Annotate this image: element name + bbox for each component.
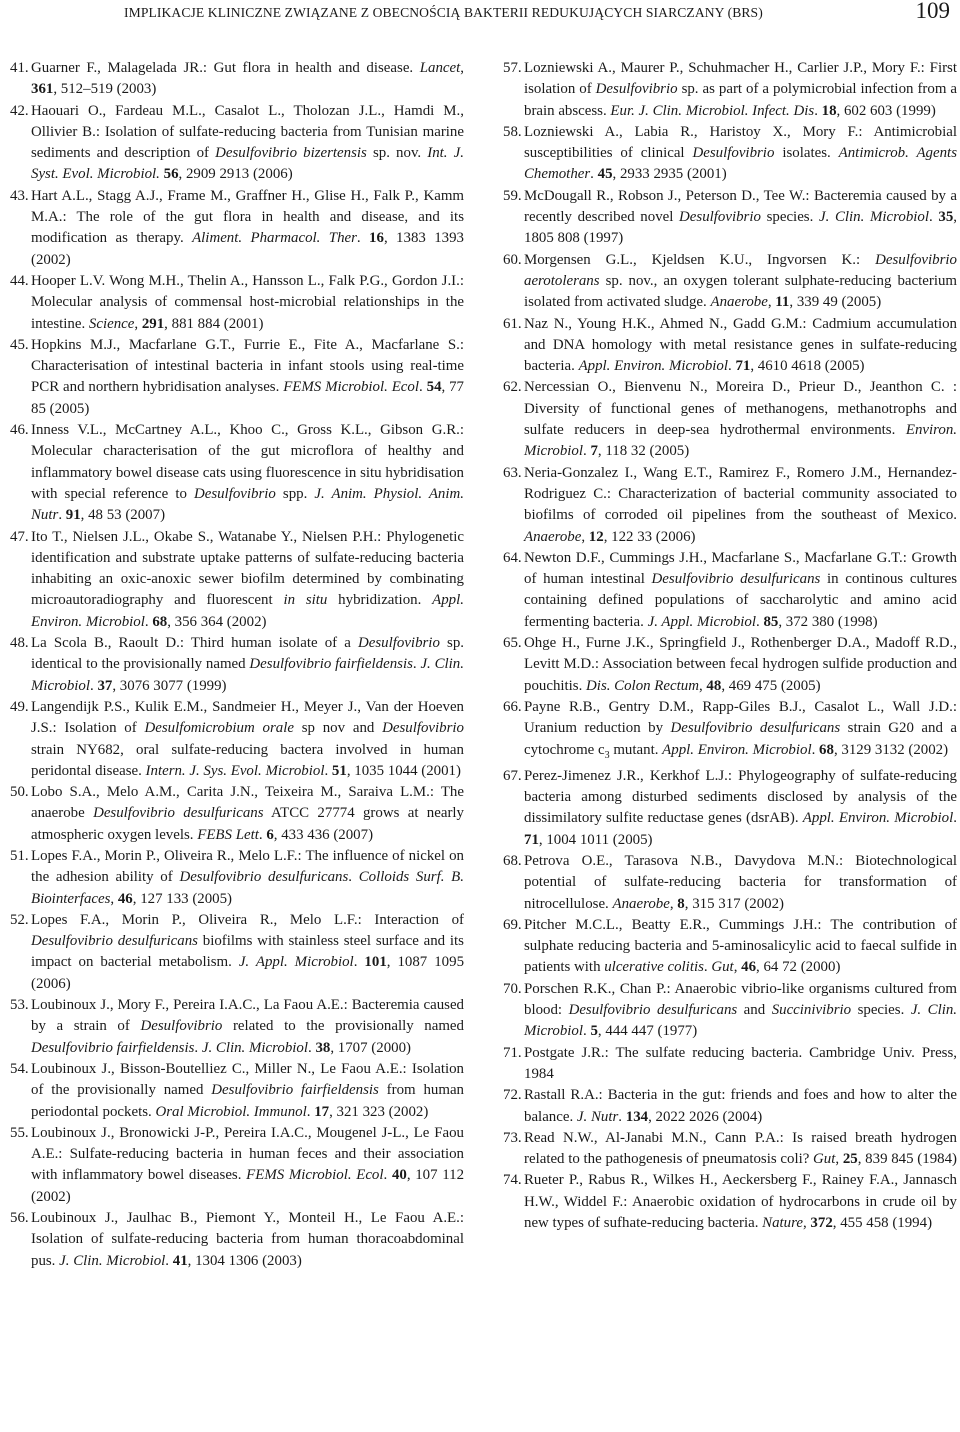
reference-text: FEBS Lett bbox=[197, 826, 259, 843]
reference-text: 17 bbox=[314, 1103, 330, 1120]
reference-item bbox=[10, 995, 464, 1059]
reference-text: , 433 436 (2007) bbox=[273, 826, 374, 843]
reference-text: , 444 447 (1977) bbox=[597, 1023, 698, 1040]
reference-text: Loubinoux J., Mory F., Pereira I.A.C., La Faou A.E.: Bacteremia caused by a strain of bbox=[31, 997, 464, 1035]
reference-text: , 48 53 (2007) bbox=[80, 507, 166, 524]
reference-number: 42. bbox=[10, 102, 29, 119]
reference-text: Lobo S.A., Melo A.M., Carita J.N., Teixeira M., Saraiva L.M.: The anaerobe bbox=[31, 784, 464, 822]
reference-item bbox=[503, 1043, 957, 1086]
reference-text: Science bbox=[88, 315, 135, 332]
reference-text: Neria-Gonzalez I., Wang E.T., Ramirez F., Romero J.M., Hernandez-Rodriguez C.: Characterization of bacterial community associated to biofilms of corroded oil pipelines from the southeast of Mexico. bbox=[524, 464, 957, 524]
reference-text: . bbox=[583, 1023, 591, 1040]
reference-item bbox=[503, 1170, 957, 1234]
reference-text: Succinivibrio bbox=[771, 1002, 852, 1019]
reference-text: Intern. J. Sys. Evol. Microbiol bbox=[145, 762, 325, 779]
reference-text: Perez-Jimenez J.R., Kerkhof L.J.: Phylogeography of sulfate-reducing bacteria among disturbed sediments disclosed by analysis of the dissimilatory sulfite reductase genes (dsrAB). bbox=[524, 767, 957, 827]
reference-item bbox=[503, 463, 957, 548]
reference-number: 69. bbox=[503, 916, 522, 933]
reference-text: , 512–519 (2003) bbox=[53, 81, 157, 98]
page-header bbox=[0, 0, 960, 40]
reference-number: 41. bbox=[10, 60, 29, 76]
reference-text: 291 bbox=[141, 315, 165, 332]
reference-text: , 1304 1306 (2003) bbox=[187, 1252, 302, 1269]
reference-text: Desulfovibrio fairfieldensis bbox=[211, 1082, 379, 1099]
reference-text: . bbox=[383, 1167, 392, 1184]
reference-text: and bbox=[737, 1002, 772, 1019]
reference-text: , 2022 2026 (2004) bbox=[648, 1108, 763, 1125]
reference-text: Environ. Microbiol bbox=[524, 422, 957, 460]
reference-number: 74. bbox=[503, 1172, 522, 1189]
reference-item bbox=[503, 1085, 957, 1128]
reference-text: . bbox=[353, 954, 365, 971]
reference-number: 64. bbox=[503, 549, 522, 566]
reference-text: . bbox=[165, 1252, 173, 1269]
reference-text: Lopes F.A., Morin P., Oliveira R., Melo L.F.: The influence of nickel on the adhesion ability of bbox=[31, 847, 464, 886]
reference-number: 52. bbox=[10, 911, 29, 928]
reference-text: hybridization. bbox=[327, 592, 433, 609]
reference-text: . bbox=[356, 230, 370, 247]
reference-text: , 107 112 (2002) bbox=[31, 1167, 465, 1205]
reference-text: , bbox=[581, 528, 589, 545]
reference-text: Anaerobe bbox=[710, 294, 768, 311]
reference-text: Desulfovibrio desulfuricans bbox=[568, 1002, 738, 1019]
reference-text: Petrova O.E., Tarasova N.B., Davydova M.N.: Biotechnological potential of sulfate-reducing bacteria for transformation of nitrocellulose. bbox=[524, 852, 957, 912]
reference-text: Morgensen G.L., Kjeldsen K.U., Ingvorsen K.: bbox=[524, 251, 876, 268]
reference-item bbox=[503, 186, 957, 250]
reference-text: Hart A.L., Stagg A.J., Frame M., Graffner H., Glise H., Falk P., Kamm M.A.: The role of the gut flora in health and disease, and its modification as therapy. bbox=[31, 187, 464, 247]
reference-text: J. Nutr bbox=[576, 1108, 619, 1125]
reference-text: 54 bbox=[426, 379, 442, 396]
reference-text: , 1035 1044 (2001) bbox=[346, 762, 461, 779]
reference-item bbox=[503, 851, 957, 915]
reference-text: , bbox=[460, 60, 464, 76]
reference-text: 37 bbox=[97, 677, 113, 694]
reference-text: Colloids Surf. B. Biointerfaces bbox=[31, 869, 464, 907]
reference-text: 38 bbox=[315, 1039, 331, 1056]
reference-number: 70. bbox=[503, 980, 522, 997]
reference-text: Desulfomicrobium orale bbox=[144, 720, 294, 737]
reference-item bbox=[10, 335, 464, 420]
reference-text: 6 bbox=[266, 826, 274, 843]
reference-text: Naz N., Young H.K., Ahmed N., Gadd G.M.: Cadmium accumulation and DNA homology with metal resistance genes in sulfate-reducing bacteria. bbox=[524, 315, 957, 375]
reference-text: sp. nov. bbox=[366, 145, 428, 162]
reference-number: 49. bbox=[10, 698, 29, 715]
reference-text: J. Clin. Microbiol bbox=[59, 1252, 166, 1269]
reference-number: 66. bbox=[503, 698, 522, 715]
reference-number: 61. bbox=[503, 315, 522, 332]
reference-text: Int. J. Syst. Evol. Microbiol. bbox=[31, 145, 464, 183]
reference-text: , bbox=[698, 677, 707, 694]
reference-text: 12 bbox=[588, 528, 604, 545]
reference-text: 134 bbox=[625, 1108, 649, 1125]
reference-text: strain NY682, oral sulfate-reducing bactera involved in human peridontal disease. bbox=[31, 741, 464, 779]
reference-item bbox=[10, 1059, 464, 1123]
reference-number: 43. bbox=[10, 187, 29, 204]
reference-text: 48 bbox=[706, 677, 722, 694]
reference-item bbox=[10, 58, 464, 101]
reference-item bbox=[503, 250, 957, 314]
reference-text: , 339 49 (2005) bbox=[789, 294, 882, 311]
reference-text: , 1087 1095 (2006) bbox=[31, 954, 465, 992]
reference-item bbox=[503, 697, 957, 766]
reference-text: 71 bbox=[735, 358, 751, 375]
reference-text: Lancet bbox=[419, 60, 461, 76]
reference-text: 41 bbox=[172, 1252, 188, 1269]
reference-number: 67. bbox=[503, 767, 522, 784]
reference-text: Ito T., Nielsen J.L., Okabe S., Watanabe Y., Nielsen P.H.: Phylogenetic identification and substrate uptake patterns of sulfate-reducing bacteria inhabiting an oxic-anoxic sewer biofilm determined by combinating microautoradiography and fluorescent bbox=[31, 528, 464, 609]
reference-text: Appl. Environ. Microbiol bbox=[578, 358, 728, 375]
reference-text: . bbox=[144, 613, 153, 630]
reference-text: Aliment. Pharmacol. Ther bbox=[192, 230, 357, 247]
reference-text: 45 bbox=[597, 166, 613, 183]
reference-text: Loubinoux J., Jaulhac B., Piemont Y., Monteil H., Le Faou A.E.: Isolation of sulfate-reducing bacteria from human thoracoabdominal pus. bbox=[31, 1210, 464, 1269]
reference-text: Lozniewski A., Labia R., Haristoy X., Mory F.: Antimicrobial susceptibilities of clinical bbox=[524, 123, 957, 162]
reference-text: 35 bbox=[938, 209, 954, 226]
reference-text: . bbox=[58, 507, 66, 524]
reference-number: 65. bbox=[503, 635, 522, 652]
reference-text: . bbox=[308, 1039, 316, 1056]
reference-text: Desulfovibrio bbox=[679, 209, 761, 226]
reference-text: Porschen R.K., Chan P.: Anaerobic vibrio-like organisms cultured from blood: bbox=[524, 980, 957, 1019]
reference-number: 53. bbox=[10, 997, 29, 1014]
reference-text: , 77 85 (2005) bbox=[31, 379, 465, 417]
reference-text: Appl. Environ. Microbiol bbox=[802, 810, 954, 827]
reference-text: , bbox=[767, 294, 776, 311]
reference-text: Loubinoux J., Bronowicki J-P., Pereira I.A.C., Mougenel J-L., Le Faou A.E.: Sulfate-reducing bacteria in human feces and their association with inflammatory bowel diseases. bbox=[31, 1124, 464, 1184]
reference-text: . bbox=[348, 869, 359, 886]
reference-text: . bbox=[929, 209, 939, 226]
reference-text: Langendijk P.S., Kulik E.M., Sandmeier H., Meyer J., Van der Hoeven J.S.: Isolation of bbox=[31, 698, 464, 737]
reference-item bbox=[10, 846, 464, 910]
reference-text: , 372 380 (1998) bbox=[778, 613, 878, 630]
reference-number: 57. bbox=[503, 60, 522, 76]
reference-text: 18 bbox=[821, 102, 837, 119]
reference-item bbox=[503, 548, 957, 633]
reference-number: 44. bbox=[10, 272, 29, 289]
reference-text: , 1383 1393 (2002) bbox=[31, 230, 464, 268]
reference-text: Oral Microbiol. Immunol bbox=[155, 1103, 307, 1120]
reference-text: Haouari O., Fardeau M.L., Casalot L., Tholozan J.L., Hamdi M., Ollivier B.: Isolation of sulfate-reducing bacteria from Tunisian marine sediments and description of bbox=[31, 102, 464, 162]
reference-text: Lozniewski A., Maurer P., Schuhmacher H., Carlier J.P., Mory F.: First isolation of bbox=[524, 60, 957, 98]
reference-text: species. bbox=[851, 1002, 911, 1019]
reference-text: Appl. Environ. Microbiol bbox=[31, 592, 464, 630]
reference-text: Desulfovibrio bbox=[692, 145, 775, 162]
reference-text: Read N.W., Al-Janabi M.N., Cann P.A.: Is raised breath hydrogen related to the pathogenesis of pneumatosis coli? bbox=[524, 1129, 957, 1168]
reference-number: 45. bbox=[10, 336, 29, 353]
reference-text: mutant. bbox=[609, 741, 663, 758]
reference-text: . bbox=[728, 358, 736, 375]
reference-item bbox=[10, 633, 464, 697]
reference-text: . bbox=[590, 166, 598, 183]
reference-text: sp. identical to the provisionally named bbox=[31, 635, 464, 673]
reference-text: 91 bbox=[65, 507, 81, 524]
reference-text: Hooper L.V. Wong M.H., Thelin A., Hansson L., Falk P.G., Gordon J.I.: Molecular analysis of commensal host-microbial relationships in the intestine. bbox=[31, 272, 464, 332]
reference-text: 56 bbox=[163, 166, 179, 183]
reference-text: Payne R.B., Gentry D.M., Rapp-Giles B.J., Casalot L., Wall J.D.: Uranium reduction by bbox=[524, 698, 957, 737]
reference-text: Nercessian O., Bienvenu N., Moreira D., Prieur D., Jeanthon C. : Diversity of functional genes of methanogens, methanotrophs and sulfate reducers in deep-sea hydrothermal environments. bbox=[524, 379, 957, 439]
reference-text: 372 bbox=[810, 1215, 833, 1231]
reference-item bbox=[10, 782, 464, 846]
reference-text: . bbox=[953, 810, 957, 827]
reference-text: Desulfovibrio bbox=[595, 81, 678, 98]
reference-text: 11 bbox=[775, 294, 790, 311]
reference-text: Desulfovibrio aerotolerans bbox=[524, 251, 957, 289]
reference-number: 73. bbox=[503, 1129, 522, 1146]
reference-text: Ohge H., Furne J.K., Springfield J., Rothenberger D.A., Madoff R.D., Levitt M.D.: Association between fecal hydrogen sulfide production and pouchitis. bbox=[524, 635, 957, 694]
reference-text: McDougall R., Robson J., Peterson D., Tee W.: Bacteremia caused by a recently described novel bbox=[524, 187, 957, 226]
reference-text: . bbox=[324, 762, 332, 779]
reference-text: , 356 364 (2002) bbox=[167, 613, 267, 630]
reference-item bbox=[10, 271, 464, 335]
reference-text: 46 bbox=[117, 890, 133, 907]
reference-number: 63. bbox=[503, 464, 522, 481]
reference-text: Loubinoux J., Bisson-Boutelliez C., Miller N., Le Faou A.E.: Isolation of the provisionally named bbox=[31, 1060, 464, 1099]
reference-text: 361 bbox=[31, 81, 54, 98]
reference-text: , 469 475 (2005) bbox=[721, 677, 821, 694]
reference-text: . bbox=[755, 613, 764, 630]
reference-text: Desulfovibrio bbox=[358, 635, 440, 652]
reference-text: species. bbox=[760, 209, 819, 226]
reference-text: Desulfovibrio desulfuricans bbox=[31, 933, 198, 950]
reference-text: . bbox=[419, 379, 427, 396]
reference-text: Lopes F.A., Morin P., Oliveira R., Melo L.F.: Interaction of bbox=[31, 911, 464, 928]
reference-text: . bbox=[258, 826, 267, 843]
reference-text: Nature bbox=[762, 1215, 803, 1231]
reference-text: . bbox=[811, 741, 820, 758]
reference-text: , 122 33 (2006) bbox=[603, 528, 696, 545]
reference-number: 54. bbox=[10, 1060, 29, 1077]
reference-number: 50. bbox=[10, 784, 29, 801]
reference-text: biofilms with stainless steel surface and its impact on bacterial metabolism. bbox=[31, 933, 464, 971]
reference-text: , 64 72 (2000) bbox=[756, 959, 841, 976]
reference-text: Newton D.F., Cummings J.H., Macfarlane S., Macfarlane G.T.: Growth of human intestinal bbox=[524, 549, 957, 588]
reference-text: Pitcher M.C.L., Beatty E.R., Cummings J.H.: The contribution of sulphate reducing bacteria and 5-aminosalicylic acid to faecal sulfide in patients with bbox=[524, 916, 957, 976]
reference-text: Desulfovibrio fairfieldensis bbox=[249, 656, 413, 673]
reference-text: 5 bbox=[590, 1023, 598, 1040]
reference-text: J. Clin. Microbiol bbox=[818, 209, 929, 226]
reference-text: , 4610 4618 (2005) bbox=[750, 358, 865, 375]
reference-number: 71. bbox=[503, 1044, 522, 1061]
reference-number: 56. bbox=[10, 1210, 29, 1227]
reference-text: , 3076 3077 (1999) bbox=[112, 677, 227, 694]
reference-text: , 127 133 (2005) bbox=[132, 890, 233, 907]
reference-text: . bbox=[583, 443, 591, 460]
reference-text: . bbox=[194, 1039, 202, 1056]
reference-number: 62. bbox=[503, 379, 522, 396]
reference-item bbox=[10, 186, 464, 271]
reference-item bbox=[503, 122, 957, 186]
reference-text: 40 bbox=[391, 1167, 407, 1184]
reference-text: J. Anim. Physiol. Anim. Nutr bbox=[31, 485, 464, 524]
reference-text: FEMS Microbiol. Ecol bbox=[246, 1167, 384, 1184]
reference-item bbox=[503, 377, 957, 462]
reference-text: . bbox=[814, 102, 822, 119]
reference-item bbox=[503, 1128, 957, 1171]
reference-number: 55. bbox=[10, 1124, 29, 1141]
reference-text: 25 bbox=[842, 1151, 858, 1168]
reference-text: La Scola B., Raoult D.: Third human isolate of a bbox=[31, 635, 358, 652]
reference-text: Hopkins M.J., Macfarlane G.T., Furrie E., Fite A., Macfarlane S.: Characterisation of intestinal bacteria in infant stools using real-time PCR and northern hybridisation analyses. bbox=[31, 336, 464, 396]
reference-text: J. Clin. Microbiol bbox=[201, 1039, 308, 1056]
reference-number: 72. bbox=[503, 1087, 522, 1104]
reference-text: Gut bbox=[711, 959, 734, 976]
reference-number: 51. bbox=[10, 847, 29, 864]
reference-text: , bbox=[110, 890, 118, 907]
references-column-left bbox=[10, 58, 464, 1272]
reference-text: Anaerobe bbox=[612, 895, 670, 912]
reference-text: , bbox=[835, 1151, 843, 1168]
reference-text: from human periodontal pockets. bbox=[31, 1082, 464, 1120]
reference-number: 60. bbox=[503, 251, 522, 268]
reference-text: ulcerative colitis bbox=[604, 959, 704, 976]
reference-text: in situ bbox=[283, 592, 328, 609]
reference-text: Desulfovibrio desulfuricans bbox=[670, 720, 841, 737]
reference-text: , bbox=[669, 895, 678, 912]
reference-text: J. Appl. Microbiol bbox=[647, 613, 756, 630]
reference-number: 58. bbox=[503, 123, 522, 140]
reference-item bbox=[503, 979, 957, 1043]
reference-text: 68 bbox=[819, 741, 834, 758]
page-number: 109 bbox=[915, 0, 950, 23]
reference-text: , 455 458 (1994) bbox=[832, 1215, 933, 1231]
reference-text: 3 bbox=[604, 749, 610, 761]
reference-text: Desulfovibrio desulfuricans bbox=[179, 869, 349, 886]
reference-text: spp. bbox=[275, 485, 315, 502]
reference-text: , 2933 2935 (2001) bbox=[612, 166, 727, 183]
reference-item bbox=[10, 910, 464, 995]
reference-text: J. Clin. Microbiol bbox=[31, 656, 464, 694]
reference-text: Antimicrob. Agents Chemother bbox=[524, 145, 957, 183]
reference-text: isolates. bbox=[774, 145, 839, 162]
reference-number: 46. bbox=[10, 422, 29, 439]
reference-item bbox=[10, 1123, 464, 1208]
reference-text: Desulfovibrio desulfuricans bbox=[93, 805, 264, 822]
reference-text: , 118 32 (2005) bbox=[597, 443, 690, 460]
reference-text: Rastall R.A.: Bacteria in the gut: friends and foes and how to alter the balance. bbox=[524, 1087, 957, 1125]
reference-text: , 602 603 (1999) bbox=[836, 102, 936, 119]
reference-text: , 3129 3132 (2002) bbox=[833, 741, 949, 758]
reference-text: , 839 845 (1984) bbox=[857, 1151, 957, 1168]
reference-text: sp. as part of a polymicrobial infection from a brain abscess. bbox=[524, 81, 957, 119]
reference-text: 68 bbox=[152, 613, 168, 630]
reference-number: 48. bbox=[10, 635, 29, 652]
reference-text: Desulfovibrio bizertensis bbox=[215, 145, 367, 162]
reference-item bbox=[10, 697, 464, 782]
reference-text: Appl. Environ. Microbiol bbox=[662, 741, 812, 758]
reference-item bbox=[10, 420, 464, 526]
reference-text: Desulfovibrio bbox=[382, 720, 465, 737]
reference-item bbox=[503, 766, 957, 851]
reference-number: 59. bbox=[503, 187, 522, 204]
reference-text: strain G20 and a cytochrome c bbox=[524, 720, 957, 758]
reference-text: , bbox=[134, 315, 142, 332]
reference-text: Postgate J.R.: The sulfate reducing bacteria. Cambridge Univ. Press, 1984 bbox=[524, 1044, 957, 1082]
reference-text: Inness V.L., McCartney A.L., Khoo C., Gross K.L., Gibson G.R.: Molecular characterisation of the gut microflora of healthy and inflammatory bowel disease cats using fluorescence in situ hybridisation with special reference to bbox=[31, 422, 464, 502]
reference-text: , 321 323 (2002) bbox=[329, 1103, 429, 1120]
reference-text: Rueter P., Rabus R., Wilkes H., Aeckersberg F., Rainey F.A., Jannasch H.W., Widdel F.: Anaerobic oxidation of hydrocarbons in crude oil by new types of sufhate-reducing bacteria. bbox=[524, 1172, 957, 1231]
reference-text: 71 bbox=[524, 831, 539, 848]
reference-text: Dis. Colon Rectum bbox=[586, 677, 699, 694]
reference-text: Desulfovibrio bbox=[193, 485, 276, 502]
reference-text: 8 bbox=[677, 895, 685, 912]
reference-text: , bbox=[733, 959, 742, 976]
reference-text: 7 bbox=[590, 443, 598, 460]
reference-text: , 881 884 (2001) bbox=[164, 315, 264, 332]
reference-text: . bbox=[306, 1103, 315, 1120]
reference-text: 51 bbox=[331, 762, 347, 779]
reference-text: Eur. J. Clin. Microbiol. Infect. Dis bbox=[610, 102, 815, 119]
reference-text: Guarner F., Malagelada JR.: Gut flora in health and disease. bbox=[31, 60, 420, 76]
reference-item bbox=[503, 58, 957, 122]
running-title: IMPLIKACJE KLINICZNE ZWIĄZANE Z OBECNOŚCIĄ BAKTERII REDUKUJĄCYCH SIARCZANY (BRS) bbox=[124, 5, 763, 20]
references-column-right bbox=[503, 58, 957, 1234]
reference-text: . bbox=[618, 1108, 626, 1125]
reference-text: , 1805 808 (1997) bbox=[524, 209, 957, 247]
reference-text: sp. nov., an oxygen tolerant sulphate-reducing bacterium isolated from activated sludge. bbox=[524, 272, 957, 311]
reference-text: . bbox=[703, 959, 712, 976]
reference-text: , 2909 2913 (2006) bbox=[178, 166, 293, 183]
reference-text: J. Appl. Microbiol bbox=[238, 954, 354, 971]
reference-item bbox=[10, 527, 464, 633]
reference-item bbox=[10, 1208, 464, 1272]
reference-text: Desulfovibrio desulfuricans bbox=[651, 571, 821, 588]
reference-text: related to the provisionally named bbox=[222, 1018, 464, 1035]
reference-text: J. Clin. Microbiol bbox=[524, 1002, 958, 1040]
reference-item bbox=[503, 314, 957, 378]
reference-text: sp nov and bbox=[293, 720, 383, 737]
reference-text: Anaerobe bbox=[524, 528, 582, 545]
reference-text: , 315 317 (2002) bbox=[684, 895, 785, 912]
reference-text: Desulfovibrio bbox=[140, 1018, 223, 1035]
reference-text: 101 bbox=[364, 954, 387, 971]
reference-text: , bbox=[802, 1215, 811, 1231]
reference-text: ATCC 27774 grows at nearly atmospheric oxygen levels. bbox=[31, 805, 464, 843]
reference-item bbox=[503, 915, 957, 979]
reference-text: FEMS Microbiol. Ecol bbox=[283, 379, 420, 396]
reference-text: , 1004 1011 (2005) bbox=[538, 831, 653, 848]
reference-text: . bbox=[90, 677, 98, 694]
reference-text: Desulfovibrio fairfieldensis bbox=[31, 1039, 195, 1056]
reference-text: 85 bbox=[763, 613, 779, 630]
reference-number: 47. bbox=[10, 528, 29, 545]
reference-item bbox=[10, 101, 464, 186]
reference-text: . bbox=[412, 656, 421, 673]
reference-text: 46 bbox=[741, 959, 757, 976]
reference-item bbox=[503, 633, 957, 697]
reference-text: Gut bbox=[813, 1151, 836, 1168]
reference-text: in continous cultures containing defined populations of saccharolytic and amino acid fermenting bacteria. bbox=[524, 571, 957, 630]
reference-text: 16 bbox=[369, 230, 384, 247]
reference-number: 68. bbox=[503, 852, 522, 869]
reference-text: , 1707 (2000) bbox=[330, 1039, 411, 1056]
